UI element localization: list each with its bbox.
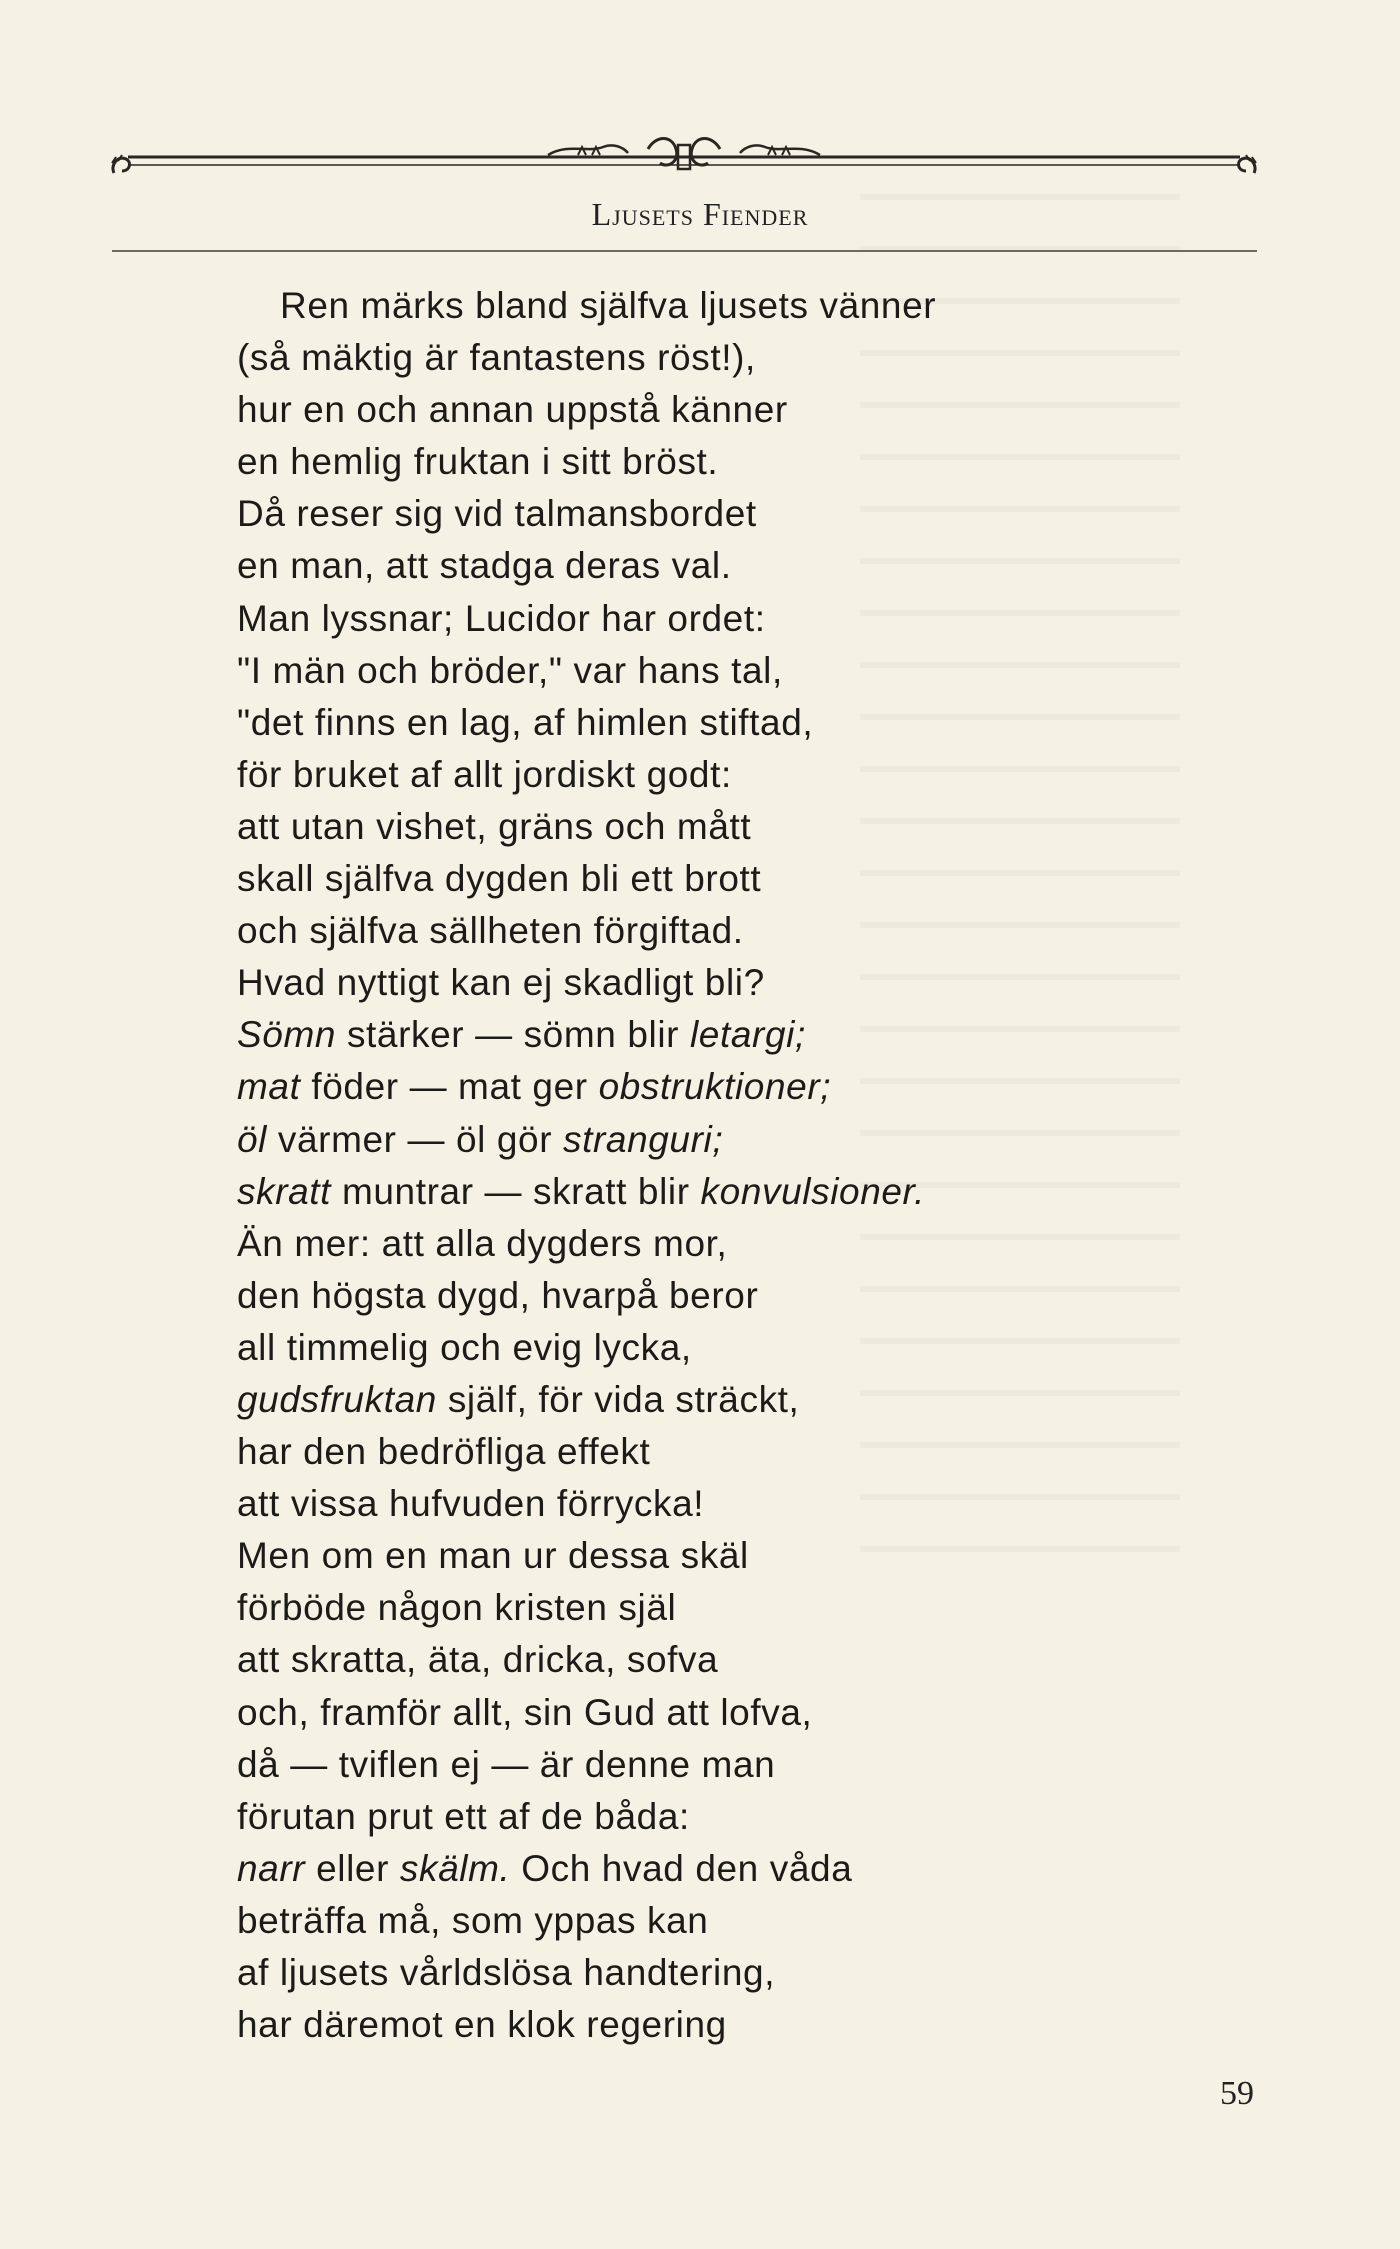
poem-line	[237, 1999, 1237, 2051]
poem-line-segment: för bruket af allt jordiskt godt:	[237, 753, 732, 795]
poem-line	[237, 1270, 1237, 1322]
poem-line	[237, 332, 1237, 384]
poem-line-segment: själf, för vida sträckt,	[436, 1378, 800, 1420]
poem-line-italic-segment: stranguri;	[563, 1118, 724, 1160]
poem-line-italic-segment: obstruktioner;	[598, 1066, 832, 1108]
poem-line-segment: "I män och bröder," var hans tal,	[237, 649, 783, 691]
poem-line	[237, 1426, 1237, 1478]
poem-line	[237, 280, 1237, 332]
poem-line-segment: Man lyssnar; Lucidor har ordet:	[237, 597, 766, 639]
poem-line-segment: har den bedröfliga effekt	[237, 1431, 651, 1473]
header-rule	[112, 250, 1257, 252]
poem-line	[237, 853, 1237, 905]
poem-line	[237, 1009, 1237, 1061]
poem-line	[237, 1687, 1237, 1739]
poem-line-italic-segment: öl	[237, 1118, 267, 1160]
poem-line-segment: stärker — sömn blir	[336, 1014, 690, 1056]
poem-line-segment: och själfva sällheten förgiftad.	[237, 910, 744, 952]
poem-line-segment: föder — mat ger	[300, 1066, 599, 1108]
poem-line-segment: förböde någon kristen själ	[237, 1587, 677, 1629]
poem-line-segment: af ljusets vårldslösa handtering,	[237, 1952, 776, 1993]
poem-line	[237, 1218, 1237, 1270]
running-title: Ljusets Fiender	[591, 196, 809, 232]
poem-line	[237, 1530, 1237, 1582]
poem-line	[237, 1061, 1237, 1113]
poem-line-italic-segment: mat	[237, 1066, 301, 1108]
poem-line-segment: då — tviflen ej — är denne man	[237, 1743, 776, 1785]
poem-line	[237, 593, 1237, 645]
poem-line	[237, 1634, 1237, 1686]
poem-line-italic-segment: narr	[237, 1847, 306, 1889]
poem-line	[237, 1947, 1237, 1999]
poem-line-segment: eller	[305, 1847, 400, 1889]
poem-line	[237, 1791, 1237, 1843]
poem-line-segment: att skratta, äta, dricka, sofva	[237, 1639, 719, 1681]
poem-line-segment: "det finns en lag, af himlen stiftad,	[237, 701, 814, 743]
poem-line-segment: Men om en man ur dessa skäl	[237, 1535, 749, 1577]
poem-body	[237, 280, 1237, 2051]
poem-line-italic-segment: letargi;	[689, 1014, 806, 1056]
poem-line-segment: skall själfva dygden bli ett brott	[237, 858, 762, 900]
poem-line-segment: och, framför allt, sin Gud att lofva,	[237, 1691, 813, 1733]
poem-line	[237, 1739, 1237, 1791]
poem-line	[237, 905, 1237, 957]
poem-line	[237, 1374, 1237, 1426]
poem-line	[237, 1478, 1237, 1530]
poem-line-italic-segment: Sömn	[237, 1014, 337, 1056]
poem-line-segment: Hvad nyttigt kan ej skadligt bli?	[237, 962, 765, 1004]
page-number: 59	[1220, 2075, 1254, 2112]
poem-line-segment: Och hvad den våda	[510, 1847, 853, 1889]
poem-line	[237, 1843, 1237, 1895]
poem-line-segment: värmer — öl gör	[267, 1118, 563, 1160]
header-ornament	[108, 135, 1260, 195]
poem-line	[237, 1114, 1237, 1166]
poem-line-segment: en hemlig fruktan i sitt bröst.	[237, 441, 719, 483]
poem-line-italic-segment: skälm.	[399, 1847, 511, 1889]
poem-line-segment: muntrar — skratt blir	[331, 1170, 701, 1212]
poem-line	[237, 749, 1237, 801]
poem-line	[237, 1895, 1237, 1947]
poem-line	[237, 1322, 1237, 1374]
poem-line	[237, 697, 1237, 749]
poem-line-segment: hur en och annan uppstå känner	[237, 389, 788, 431]
poem-line-segment: Då reser sig vid talmansbordet	[237, 493, 757, 535]
poem-line-segment: beträffa må, som yppas kan	[237, 1899, 709, 1941]
poem-line	[237, 645, 1237, 697]
poem-line-italic-segment: konvulsioner.	[700, 1170, 925, 1212]
poem-line	[237, 540, 1237, 592]
poem-line-segment: förutan prut ett af de båda:	[237, 1795, 690, 1837]
poem-line-segment: all timmelig och evig lycka,	[237, 1326, 692, 1368]
poem-line-italic-segment: gudsfruktan	[237, 1378, 437, 1420]
poem-line	[237, 436, 1237, 488]
poem-line	[237, 957, 1237, 1009]
poem-line	[237, 801, 1237, 853]
poem-line	[237, 384, 1237, 436]
poem-line	[237, 488, 1237, 540]
poem-line-segment: en man, att stadga deras val.	[237, 545, 732, 587]
poem-line-italic-segment: skratt	[237, 1170, 332, 1212]
poem-line	[237, 1166, 1237, 1218]
poem-line-segment: Ren märks bland själfva ljusets vänner	[280, 285, 937, 326]
poem-line-segment: (så mäktig är fantastens röst!),	[237, 337, 756, 379]
poem-line-segment: att vissa hufvuden förrycka!	[237, 1483, 705, 1525]
poem-line	[237, 1582, 1237, 1634]
poem-line-segment: den högsta dygd, hvarpå beror	[237, 1274, 759, 1316]
poem-line-segment: Än mer: att alla dygders mor,	[237, 1222, 728, 1264]
poem-line-segment: har däremot en klok regering	[237, 2004, 727, 2046]
poem-line-segment: att utan vishet, gräns och mått	[237, 805, 752, 847]
